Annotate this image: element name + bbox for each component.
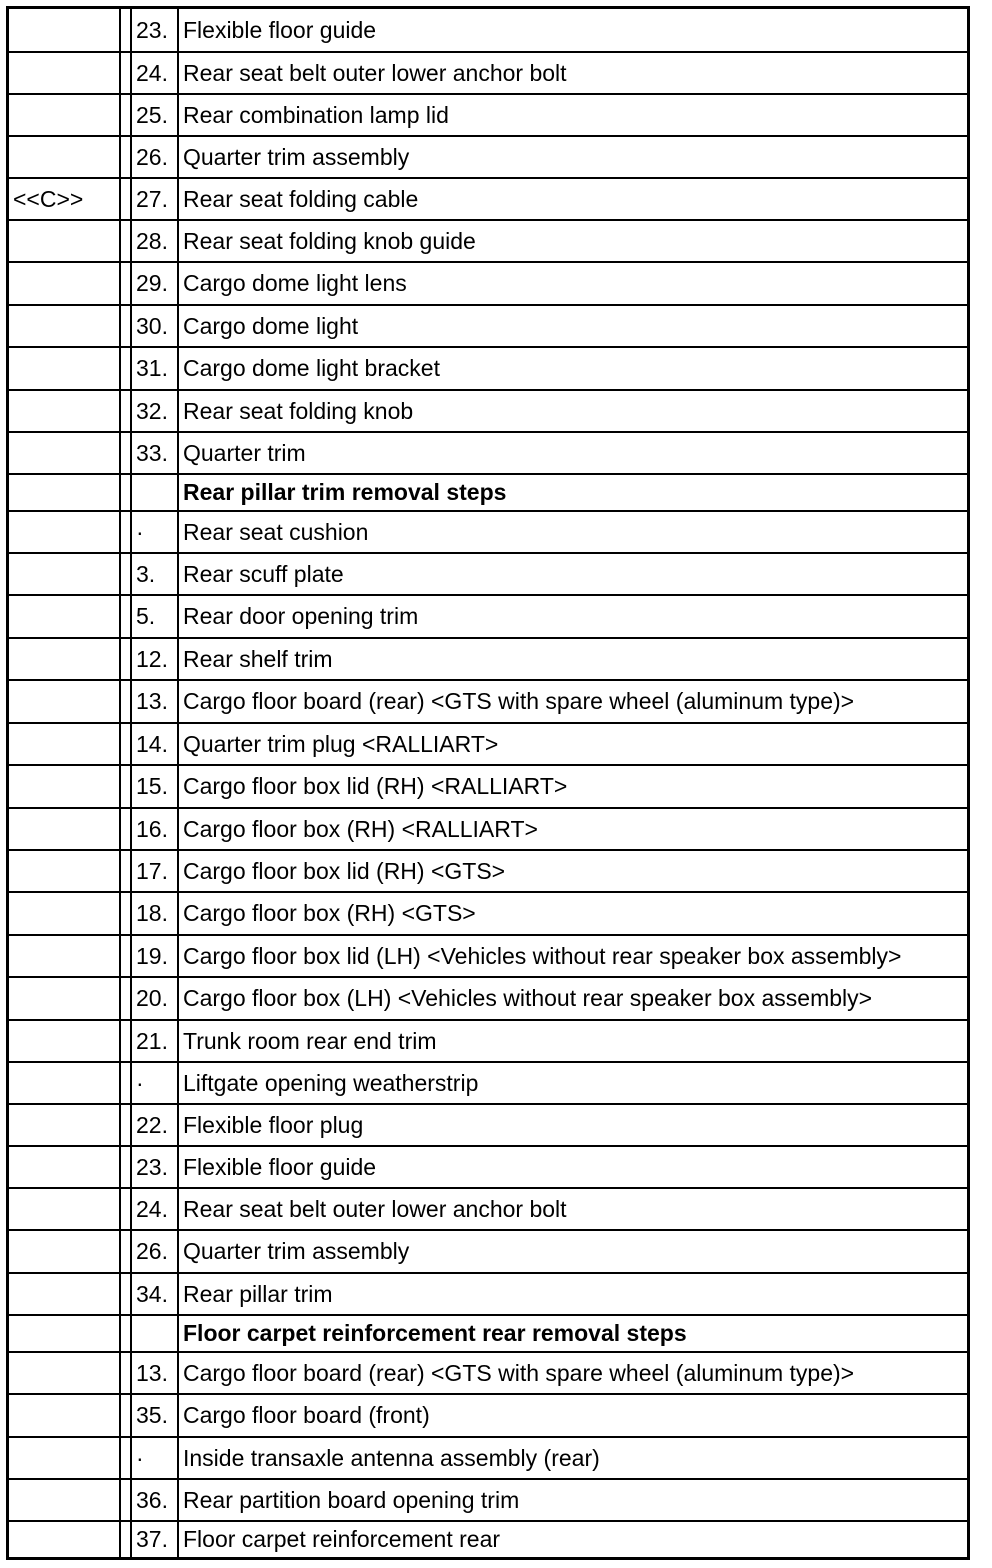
note-cell	[13, 554, 117, 594]
section-heading: Floor carpet reinforcement rear removal steps	[183, 1320, 687, 1346]
note-cell	[13, 391, 117, 431]
table-row	[9, 1229, 967, 1272]
note-cell	[13, 596, 117, 637]
table-row	[9, 552, 967, 594]
part-name: Floor carpet reinforcement rear	[183, 1526, 501, 1552]
part-name: Cargo floor box lid (RH) <RALLIART>	[183, 773, 568, 799]
item-number: 35.	[136, 1402, 168, 1428]
note-cell	[13, 851, 117, 891]
part-name: Rear scuff plate	[183, 560, 344, 587]
section-heading-row	[9, 1314, 967, 1351]
note-cell	[13, 639, 117, 679]
part-name: Cargo floor box (RH) <RALLIART>	[183, 815, 538, 842]
part-name: Trunk room rear end trim	[183, 1027, 437, 1054]
table-row	[9, 304, 967, 346]
table-row	[9, 135, 967, 177]
item-number: 13.	[136, 688, 168, 714]
part-name: Cargo floor board (rear) <GTS with spare wheel (aluminum type)>	[183, 1359, 855, 1386]
item-number: 29.	[136, 270, 168, 296]
note-cell	[13, 1021, 117, 1061]
table-row	[9, 1478, 967, 1520]
note-cell	[13, 1274, 117, 1314]
part-name: Rear shelf trim	[183, 645, 333, 672]
item-number: 27.	[136, 185, 168, 212]
table-row	[9, 1019, 967, 1061]
part-name: Cargo floor box (RH) <GTS>	[183, 900, 476, 926]
part-name: Cargo dome light lens	[183, 270, 407, 296]
table-row	[9, 93, 967, 135]
table-row	[9, 1272, 967, 1314]
item-number: ·	[136, 1069, 144, 1096]
note-cell	[13, 263, 117, 304]
part-name: Cargo floor board (front)	[183, 1402, 430, 1428]
table-row	[9, 51, 967, 93]
table-row	[9, 1393, 967, 1436]
item-number: 23.	[136, 1153, 168, 1180]
table-row	[9, 722, 967, 764]
table-row	[9, 261, 967, 304]
table-row	[9, 1145, 967, 1187]
item-number	[136, 475, 176, 510]
item-number	[136, 1316, 176, 1351]
item-number: 15.	[136, 773, 168, 799]
item-number: 31.	[136, 355, 168, 381]
note-cell	[13, 1147, 117, 1187]
item-number: 36.	[136, 1486, 168, 1513]
table-row	[9, 219, 967, 261]
table-row	[9, 891, 967, 934]
item-number: 3.	[136, 560, 156, 587]
table-row	[9, 346, 967, 389]
note-cell	[13, 936, 117, 976]
note-cell	[13, 53, 117, 93]
table-row	[9, 389, 967, 431]
part-name: Rear seat belt outer lower anchor bolt	[183, 1195, 567, 1222]
table-row	[9, 1351, 967, 1393]
note-cell: <<C>>	[13, 185, 84, 212]
part-name: Rear seat folding cable	[183, 185, 419, 212]
table-row	[9, 510, 967, 552]
item-number: 30.	[136, 312, 168, 339]
part-name: Inside transaxle antenna assembly (rear)	[183, 1444, 600, 1471]
part-name: Cargo dome light	[183, 312, 359, 339]
note-cell	[13, 1480, 117, 1520]
table-row	[9, 431, 967, 473]
part-name: Rear combination lamp lid	[183, 101, 449, 128]
part-name: Quarter trim assembly	[183, 1238, 410, 1264]
section-heading: Rear pillar trim removal steps	[183, 479, 507, 505]
table-row	[9, 807, 967, 849]
item-number: 24.	[136, 1195, 168, 1222]
section-heading-row	[9, 473, 967, 510]
item-number: 14.	[136, 730, 168, 757]
note-cell	[13, 9, 117, 51]
item-number: 23.	[136, 16, 168, 43]
note-cell	[13, 893, 117, 934]
note-cell	[13, 475, 117, 510]
item-number: 21.	[136, 1027, 168, 1054]
note-cell	[13, 681, 117, 722]
table-row	[9, 1187, 967, 1229]
part-name: Rear seat belt outer lower anchor bolt	[183, 59, 567, 86]
note-cell	[13, 1522, 117, 1557]
item-number: ·	[136, 518, 144, 545]
table-row	[9, 1436, 967, 1478]
part-name: Quarter trim assembly	[183, 143, 410, 170]
part-name: Quarter trim	[183, 439, 306, 466]
item-number: 13.	[136, 1359, 168, 1386]
note-cell	[13, 1353, 117, 1393]
note-cell	[13, 1231, 117, 1272]
part-name: Rear partition board opening trim	[183, 1486, 520, 1513]
table-row	[9, 849, 967, 891]
table-row	[9, 976, 967, 1019]
item-number: 28.	[136, 227, 168, 254]
table-body	[9, 9, 967, 1557]
parts-table	[6, 6, 970, 1560]
item-number: 5.	[136, 603, 156, 629]
part-name: Cargo floor board (rear) <GTS with spare wheel (aluminum type)>	[183, 688, 855, 714]
item-number: 25.	[136, 101, 168, 128]
note-cell	[13, 348, 117, 389]
item-number: 17.	[136, 857, 168, 884]
note-cell	[13, 1189, 117, 1229]
item-number: 33.	[136, 439, 168, 466]
note-cell	[13, 95, 117, 135]
note-cell	[13, 1395, 117, 1436]
table-row	[9, 1103, 967, 1145]
part-name: Cargo floor box (LH) <Vehicles without rear speaker box assembly>	[183, 985, 873, 1011]
table-row	[9, 764, 967, 807]
item-number: 18.	[136, 900, 168, 926]
note-cell	[13, 1316, 117, 1351]
item-number: 22.	[136, 1111, 168, 1138]
table-row	[9, 594, 967, 637]
note-cell	[13, 1105, 117, 1145]
table-row	[9, 679, 967, 722]
part-name: Cargo floor box lid (RH) <GTS>	[183, 857, 506, 884]
table-row	[9, 177, 967, 219]
item-number: 34.	[136, 1280, 168, 1307]
note-cell	[13, 1438, 117, 1478]
part-name: Cargo dome light bracket	[183, 355, 440, 381]
part-name: Flexible floor guide	[183, 16, 377, 43]
note-cell	[13, 766, 117, 807]
part-name: Flexible floor plug	[183, 1111, 364, 1138]
table-row	[9, 1520, 967, 1557]
part-name: Quarter trim plug <RALLIART>	[183, 730, 499, 757]
item-number: 26.	[136, 1238, 168, 1264]
table-row	[9, 1061, 967, 1103]
note-cell	[13, 433, 117, 473]
part-name: Rear seat folding knob guide	[183, 227, 476, 254]
item-number: 19.	[136, 942, 168, 969]
part-name: Rear seat cushion	[183, 518, 369, 545]
item-number: 12.	[136, 645, 168, 672]
part-name: Liftgate opening weatherstrip	[183, 1069, 479, 1096]
item-number: ·	[136, 1444, 144, 1471]
note-cell	[13, 221, 117, 261]
part-name: Rear seat folding knob	[183, 397, 414, 424]
item-number: 26.	[136, 143, 168, 170]
part-name: Flexible floor guide	[183, 1153, 377, 1180]
item-number: 16.	[136, 815, 168, 842]
note-cell	[13, 137, 117, 177]
item-number: 20.	[136, 985, 168, 1011]
note-cell	[13, 512, 117, 552]
note-cell	[13, 1063, 117, 1103]
table-row	[9, 934, 967, 976]
item-number: 32.	[136, 397, 168, 424]
part-name: Cargo floor box lid (LH) <Vehicles without rear speaker box assembly>	[183, 942, 902, 969]
item-number: 37.	[136, 1526, 168, 1552]
note-cell	[13, 306, 117, 346]
note-cell	[13, 809, 117, 849]
table-row	[9, 637, 967, 679]
item-number: 24.	[136, 59, 168, 86]
part-name: Rear door opening trim	[183, 603, 419, 629]
part-name: Rear pillar trim	[183, 1280, 333, 1307]
note-cell	[13, 724, 117, 764]
note-cell	[13, 978, 117, 1019]
table-row	[9, 9, 967, 51]
